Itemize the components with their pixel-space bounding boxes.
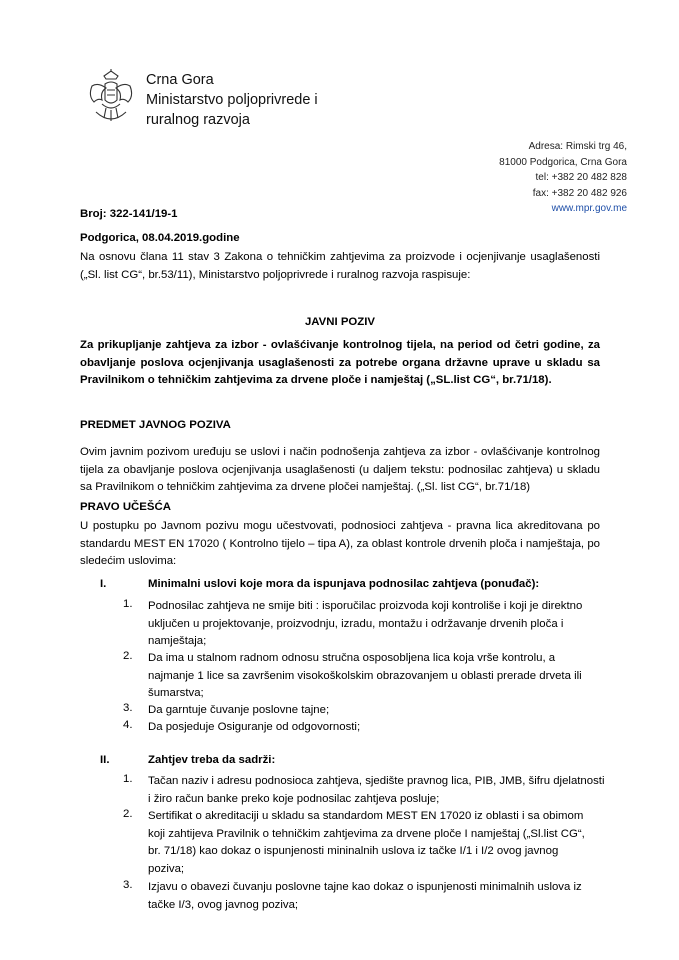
organization-name bbox=[146, 70, 318, 130]
intro-paragraph: Na osnovu člana 11 stav 3 Zakona o tehničkim zahtjevima za proizvode i ocjenjivanje usaglašenosti („Sl. list CG“, br.53/11), Ministarstvo poljoprivrede i ruralnog razvoja raspisuje: bbox=[80, 251, 600, 281]
list-1-item-1 bbox=[148, 598, 582, 651]
list-2-item-3-line-2: tačke I/3, ovog javnog poziva; bbox=[148, 898, 299, 911]
list-1-item-2-line-1: Da ima u stalnom radnom odnosu stručna osposobljena lica koja vrše kontrolu, a bbox=[148, 652, 556, 664]
list-2-roman: II. bbox=[100, 754, 110, 766]
list-2-item-3-line-1: Izjavu o obavezi čuvanju poslovne tajne kao dokaz o ispunjenosti minimalnih uslova iz bbox=[148, 881, 582, 893]
list-2-item-2 bbox=[148, 808, 585, 878]
list-1-item-3-line-1: Da garntuje čuvanje poslovne tajne; bbox=[148, 704, 330, 716]
list-1-heading: Minimalni uslovi koje mora da ispunjava podnosilac zahtjeva (ponuđač): bbox=[148, 578, 540, 590]
list-2-item-2-line-3: br. 71/18) kao dokaz o ispunjenosti mininalnih uslova iz tačke I/1 i I/2 ovog javnog bbox=[148, 845, 559, 857]
org-line-3: ruralnog razvoja bbox=[146, 112, 250, 128]
section-text-pravo: U postupku po Javnom pozivu mogu učestvovati, podnosioci zahtjeva - pravna lica akreditovana po standardu MEST EN 17020 ( Kontrolno tijelo – tipa A), za oblast kontrole drvenih ploča i namještaja, po sledećim uslovima: bbox=[80, 520, 600, 567]
list-1-item-2-line-2: najmanje 1 lice sa završenim visokoškolskim obrazovanjem u oblasti prerade drveta ili bbox=[148, 669, 582, 682]
list-2-item-1-line-2: i žiro račun banke preko koje podnosilac zahtjeva posluje; bbox=[148, 792, 440, 805]
section-heading-pravo: PRAVO UČEŠĆA bbox=[80, 501, 171, 513]
list-1-item-2 bbox=[148, 650, 582, 703]
address-city: 81000 Podgorica, Crna Gora bbox=[499, 156, 627, 168]
document-date: Podgorica, 08.04.2019.godine bbox=[80, 232, 240, 244]
address-block bbox=[499, 139, 627, 217]
org-line-2: Ministarstvo poljoprivrede i bbox=[146, 92, 318, 108]
list-1-item-4-line-1: Da posjeduje Osiguranje od odgovornosti; bbox=[148, 721, 361, 733]
list-2-item-1 bbox=[148, 773, 605, 808]
list-2-item-2-line-1: Sertifikat o akreditaciji u skladu sa standardom MEST EN 17020 iz oblasti i sa obimom bbox=[148, 810, 584, 822]
document-number: Broj: 322-141/19-1 bbox=[80, 208, 178, 220]
list-2-item-3 bbox=[148, 879, 582, 914]
list-1-roman: I. bbox=[100, 578, 107, 590]
list-2-item-2-line-4: poziva; bbox=[148, 862, 185, 875]
list-1-item-3-number: 3. bbox=[123, 702, 133, 714]
address-street: Adresa: Rimski trg 46, bbox=[528, 141, 627, 152]
list-2-item-2-number: 2. bbox=[123, 808, 133, 820]
list-2-item-1-number: 1. bbox=[123, 773, 133, 785]
list-1-item-4 bbox=[148, 719, 360, 737]
website-link[interactable]: www.mpr.gov.me bbox=[551, 203, 627, 214]
list-2-heading: Zahtjev treba da sadrži: bbox=[148, 754, 276, 766]
list-2-item-1-line-1: Tačan naziv i adresu podnosioca zahtjeva, sjedište pravnog lica, PIB, JMB, šifru djelatnosti bbox=[148, 775, 605, 787]
list-1-item-3 bbox=[148, 702, 329, 720]
list-2-item-3-number: 3. bbox=[123, 879, 133, 891]
document-subtitle: Za prikupljanje zahtjeva za izbor - ovlašćivanje kontrolnog tijela, na period od četri godine, za obavljanje poslova ocjenjivanja usaglašenosti za potrebe organa državne uprave u skladu sa Pravilnikom o tehničkim zahtjevima za drvene ploče i namještaj („SL.list CG“, br.71/18). bbox=[80, 339, 600, 386]
org-line-1: Crna Gora bbox=[146, 72, 214, 88]
list-2-item-2-line-2: koji zahtijeva Pravilnik o tehničkim zahtjevima za drvene ploče I namještaj („Sl.list CG“, bbox=[148, 827, 585, 840]
list-1-item-1-line-2: uključen u projektovanje, proizvodnju, izradu, montažu i održavanje drvenih ploča i bbox=[148, 617, 564, 630]
list-1-item-1-line-3: namještaja; bbox=[148, 635, 207, 647]
list-1-item-1-line-1: Podnosilac zahtjeva ne smije biti : isporučilac proizvoda koji kontroliše i koji je direktno bbox=[148, 600, 583, 612]
coat-of-arms-icon bbox=[86, 68, 136, 124]
list-1-item-1-number: 1. bbox=[123, 598, 133, 610]
section-text-predmet: Ovim javnim pozivom uređuju se uslovi i način podnošenja zahtjeva za izbor - ovlašćivanje kontrolnog tijela za obavljanje poslova ocjenjivanja usaglašenosti (u daljem tekstu: podnosilac zahtjeva) u skladu sa Pravilnikom o tehničkim zahtjevima za drvene pločei namještaj. („Sl. list CG“, br.71/18) bbox=[80, 446, 600, 493]
list-1-item-4-number: 4. bbox=[123, 719, 133, 731]
address-fax: fax: +382 20 482 926 bbox=[532, 187, 627, 199]
list-1-item-2-number: 2. bbox=[123, 650, 133, 662]
address-tel: tel: +382 20 482 828 bbox=[535, 172, 627, 183]
section-heading-predmet: PREDMET JAVNOG POZIVA bbox=[80, 419, 231, 431]
document-title: JAVNI POZIV bbox=[304, 316, 376, 328]
list-1-item-2-line-3: šumarstva; bbox=[148, 687, 204, 699]
